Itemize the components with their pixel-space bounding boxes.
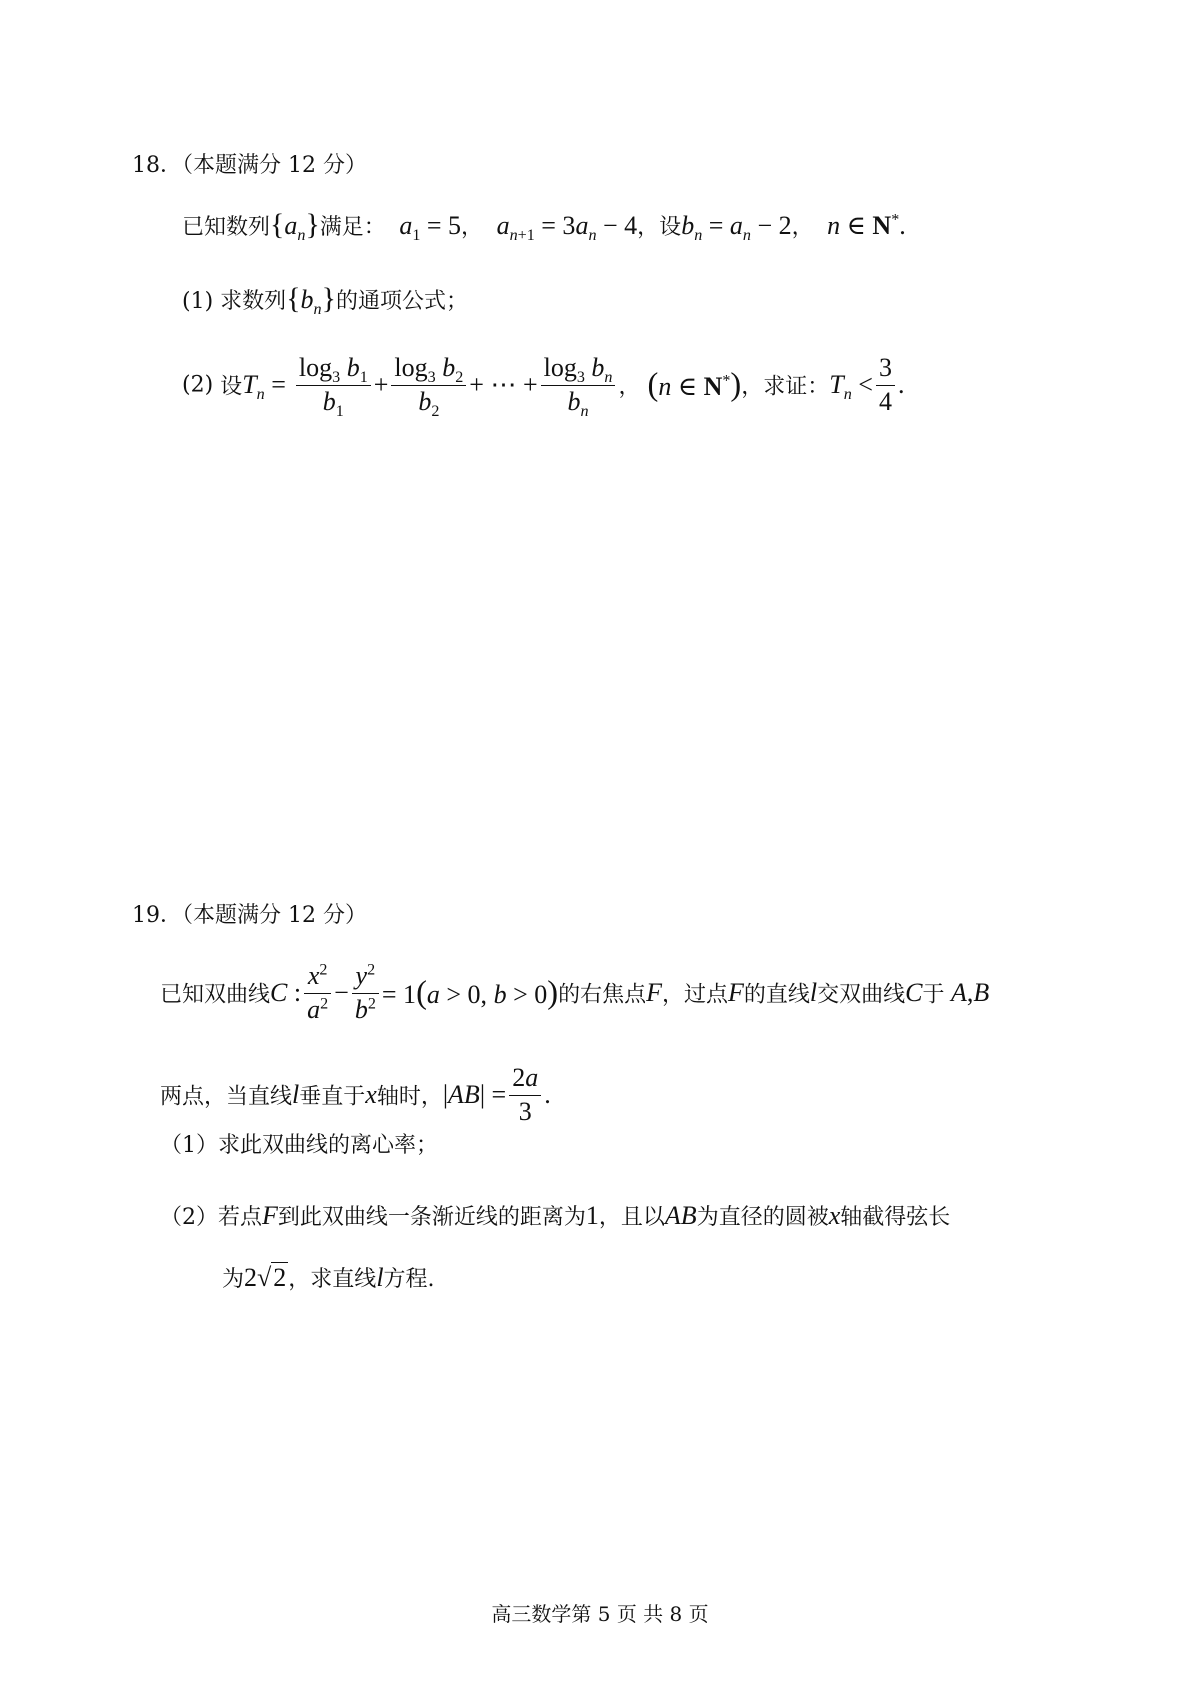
page-footer: 高三数学第 5 页 共 8 页 [491,1602,709,1626]
q19-line2: 两点，当直线l垂直于x轴时，|AB| = $\frac{2a}{3}$ . [160,1063,551,1126]
q19-part2-line1: （2）若点F到此双曲线一条渐近线的距离为1，且以AB为直径的圆被x轴截得弦长 [160,1201,951,1230]
q18-header: 18．（本题满分 12 分） [132,153,367,178]
q18-intro: 已知数列$\{a_n\}$满足： $a_1 = 5$， $a_{n+1} = 3a_n - 4$，设$b_n = a_n - 2$， n ∈ N*. [182,208,906,245]
q19-part2-line2: 为2√2，求直线l方程. [222,1263,435,1292]
q19-part1: （1）求此双曲线的离心率； [160,1133,438,1158]
q18-part1: (1) 求数列$\{b_n\}$的通项公式； [182,282,468,319]
q19-line1: 已知双曲线C : $\frac{x^2}{a^2}$ − $\frac{y^2}{b^2}$ = 1(a > 0, b > 0)的右焦点F，过点F的直线l交双曲线C于 A,B [160,961,990,1024]
q19-header: 19．（本题满分 12 分） [132,903,367,928]
q18-part2: (2) 设$T_n$ = $\frac{\log_3 b_1}{b_1}$ + $\frac{\log_3 b_2}{b_2}$ + ⋯ + $\frac{\log_3 b_n}{b_n}$ ， (n ∈ N*)，求证：$T_n$ < $\frac{3}{4}$ . [182,353,905,420]
